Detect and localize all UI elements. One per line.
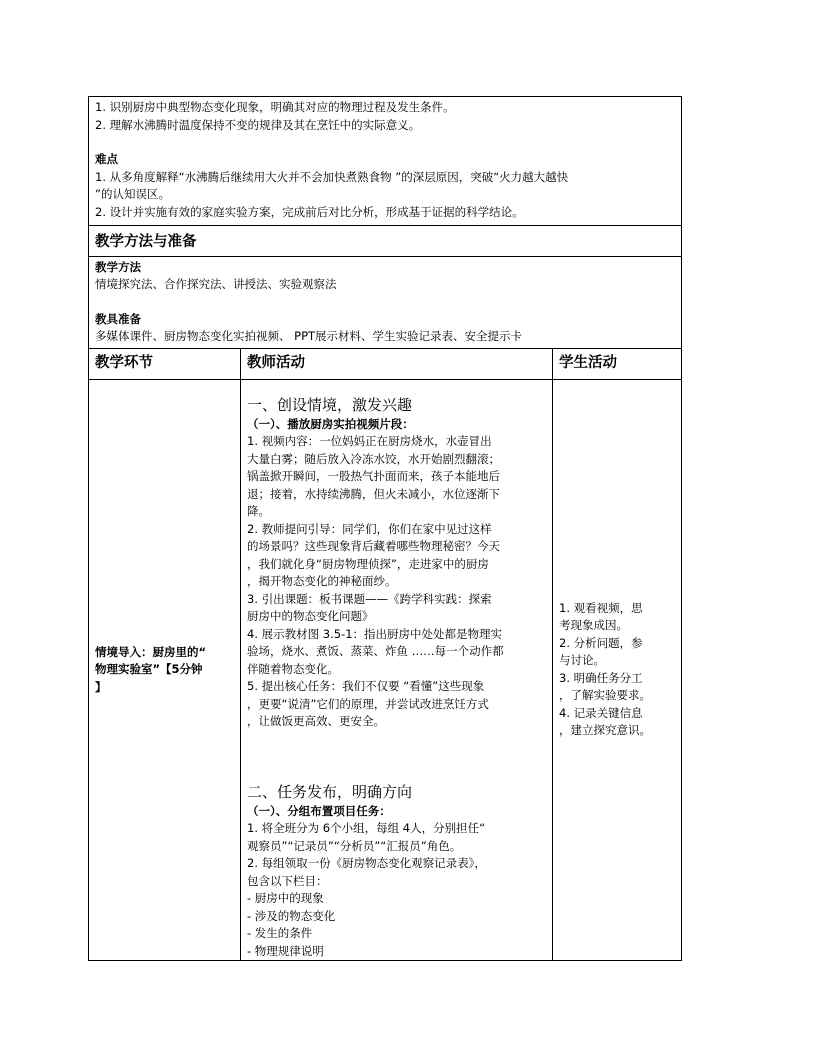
teacher-line: 2. 教师提问引导：同学们，你们在家中见过这样 bbox=[247, 521, 492, 536]
methods-section-title: 教学方法与准备 bbox=[89, 226, 682, 257]
key-point-line: 2. 理解水沸腾时温度保持不变的规律及其在烹饪中的实际意义。 bbox=[95, 117, 421, 132]
part1-subtitle: （一）、播放厨房实拍视频片段： bbox=[247, 416, 414, 431]
student-line: 3. 明确任务分工 bbox=[559, 670, 643, 685]
student-activity-cell bbox=[553, 379, 682, 961]
teacher-line: 包含以下栏目： bbox=[247, 873, 328, 888]
teacher-line: 退；接着，水持续沸腾，但火未减小，水位逐渐下 bbox=[247, 486, 500, 501]
part2-title: 二、任务发布，明确方向 bbox=[247, 782, 413, 801]
student-line: 4. 记录关键信息 bbox=[559, 705, 643, 720]
teacher-line: ，让做饭更高效、更安全。 bbox=[247, 714, 385, 728]
header-teacher: 教师活动 bbox=[241, 348, 553, 379]
student-line: ，了解实验要求。 bbox=[559, 688, 651, 703]
table-header-row bbox=[89, 348, 682, 379]
teacher-line: 的场景吗？这些现象背后藏着哪些物理秘密？今天 bbox=[247, 539, 500, 553]
teacher-line: 大量白雾；随后放入冷冻水饺，水开始剧烈翻滚； bbox=[247, 451, 500, 466]
student-line: 考现象成因。 bbox=[559, 618, 628, 633]
difficulties-heading: 难点 bbox=[95, 152, 118, 166]
tools-text: 多媒体课件、厨房物态变化实拍视频、 PPT展示材料、学生实验记录表、安全提示卡 bbox=[95, 329, 523, 343]
difficulty-line: 2. 设计并实施有效的家庭实验方案，完成前后对比分析，形成基于证据的科学结论。 bbox=[95, 204, 524, 219]
teacher-line: 验场，烧水、煮饭、蒸菜、炸鱼 ……每一个动作都 bbox=[247, 644, 504, 658]
key-points-cell bbox=[89, 97, 682, 226]
teacher-line: 1. 视频内容：一位妈妈正在厨房烧水，水壶冒出 bbox=[247, 434, 492, 448]
teacher-line: 5. 提出核心任务：我们不仅要 “看懂”这些现象 bbox=[247, 679, 485, 693]
difficulty-line: 1. 从多角度解释“水沸腾后继续用大火并不会加快煮熟食物 ”的深层原因，突破“火力越大越快 bbox=[95, 169, 569, 184]
stage-line: 情境导入：厨房里的“ bbox=[95, 644, 207, 659]
teacher-line: - 发生的条件 bbox=[247, 926, 313, 940]
teacher-activity-cell bbox=[241, 379, 553, 961]
teacher-line: - 涉及的物态变化 bbox=[247, 908, 336, 923]
stage-line: 物理实验室”【5分钟 bbox=[95, 662, 203, 676]
student-line: 1. 观看视频，思 bbox=[559, 600, 643, 615]
teacher-line: 4. 展示教材图 3.5-1：指出厨房中处处都是物理实 bbox=[247, 626, 503, 641]
teacher-line: 2. 每组领取一份《厨房物态变化观察记录表》， bbox=[247, 856, 486, 870]
stage-cell bbox=[89, 379, 241, 961]
teacher-line: 观察员”“记录员”“分析员”“汇报员”角色。 bbox=[247, 838, 462, 853]
student-line: ，建立探究意识。 bbox=[559, 723, 651, 738]
teacher-line: 伴随着物态变化。 bbox=[247, 661, 339, 676]
teacher-line: 降。 bbox=[247, 504, 270, 518]
methods-heading: 教学方法 bbox=[95, 259, 141, 274]
tools-heading: 教具准备 bbox=[95, 311, 141, 326]
header-stage: 教学环节 bbox=[89, 348, 241, 379]
key-point-line: 1. 识别厨房中典型物态变化现象，明确其对应的物理过程及发生条件。 bbox=[95, 100, 455, 114]
difficulty-line: ”的认知误区。 bbox=[95, 187, 170, 201]
teacher-line: ，更要“说清”它们的原理，并尝试改进烹饪方式 bbox=[247, 696, 489, 711]
methods-title-row bbox=[89, 226, 682, 257]
part1-title: 一、创设情境，激发兴趣 bbox=[247, 395, 413, 414]
student-line: 与讨论。 bbox=[559, 653, 605, 668]
teacher-line: - 厨房中的现象 bbox=[247, 891, 324, 905]
teacher-line: - 物理规律说明 bbox=[247, 943, 324, 958]
teacher-line: ，揭开物态变化的神秘面纱。 bbox=[247, 574, 397, 588]
lesson-plan-table bbox=[88, 96, 682, 961]
teacher-line: 3. 引出课题：板书课题——《跨学科实践：探索 bbox=[247, 591, 492, 606]
header-student: 学生活动 bbox=[553, 348, 682, 379]
part2-subtitle: （一）、分组布置项目任务： bbox=[247, 803, 391, 818]
student-line: 2. 分析问题，参 bbox=[559, 635, 643, 650]
teacher-line: 1. 将全班分为 6个小组，每组 4人，分别担任“ bbox=[247, 821, 486, 835]
key-points-row bbox=[89, 97, 682, 226]
teacher-line: 厨房中的物态变化问题》 bbox=[247, 609, 374, 623]
methods-text: 情境探究法、合作探究法、讲授法、实验观察法 bbox=[95, 277, 337, 291]
teacher-line: ，我们就化身“厨房物理侦探”，走进家中的厨房 bbox=[247, 556, 489, 571]
teacher-line: 锅盖掀开瞬间，一股热气扑面而来，孩子本能地后 bbox=[247, 469, 500, 483]
activity-row bbox=[89, 379, 682, 961]
methods-row bbox=[89, 256, 682, 348]
methods-cell bbox=[89, 256, 682, 348]
stage-line: 】 bbox=[95, 679, 107, 694]
